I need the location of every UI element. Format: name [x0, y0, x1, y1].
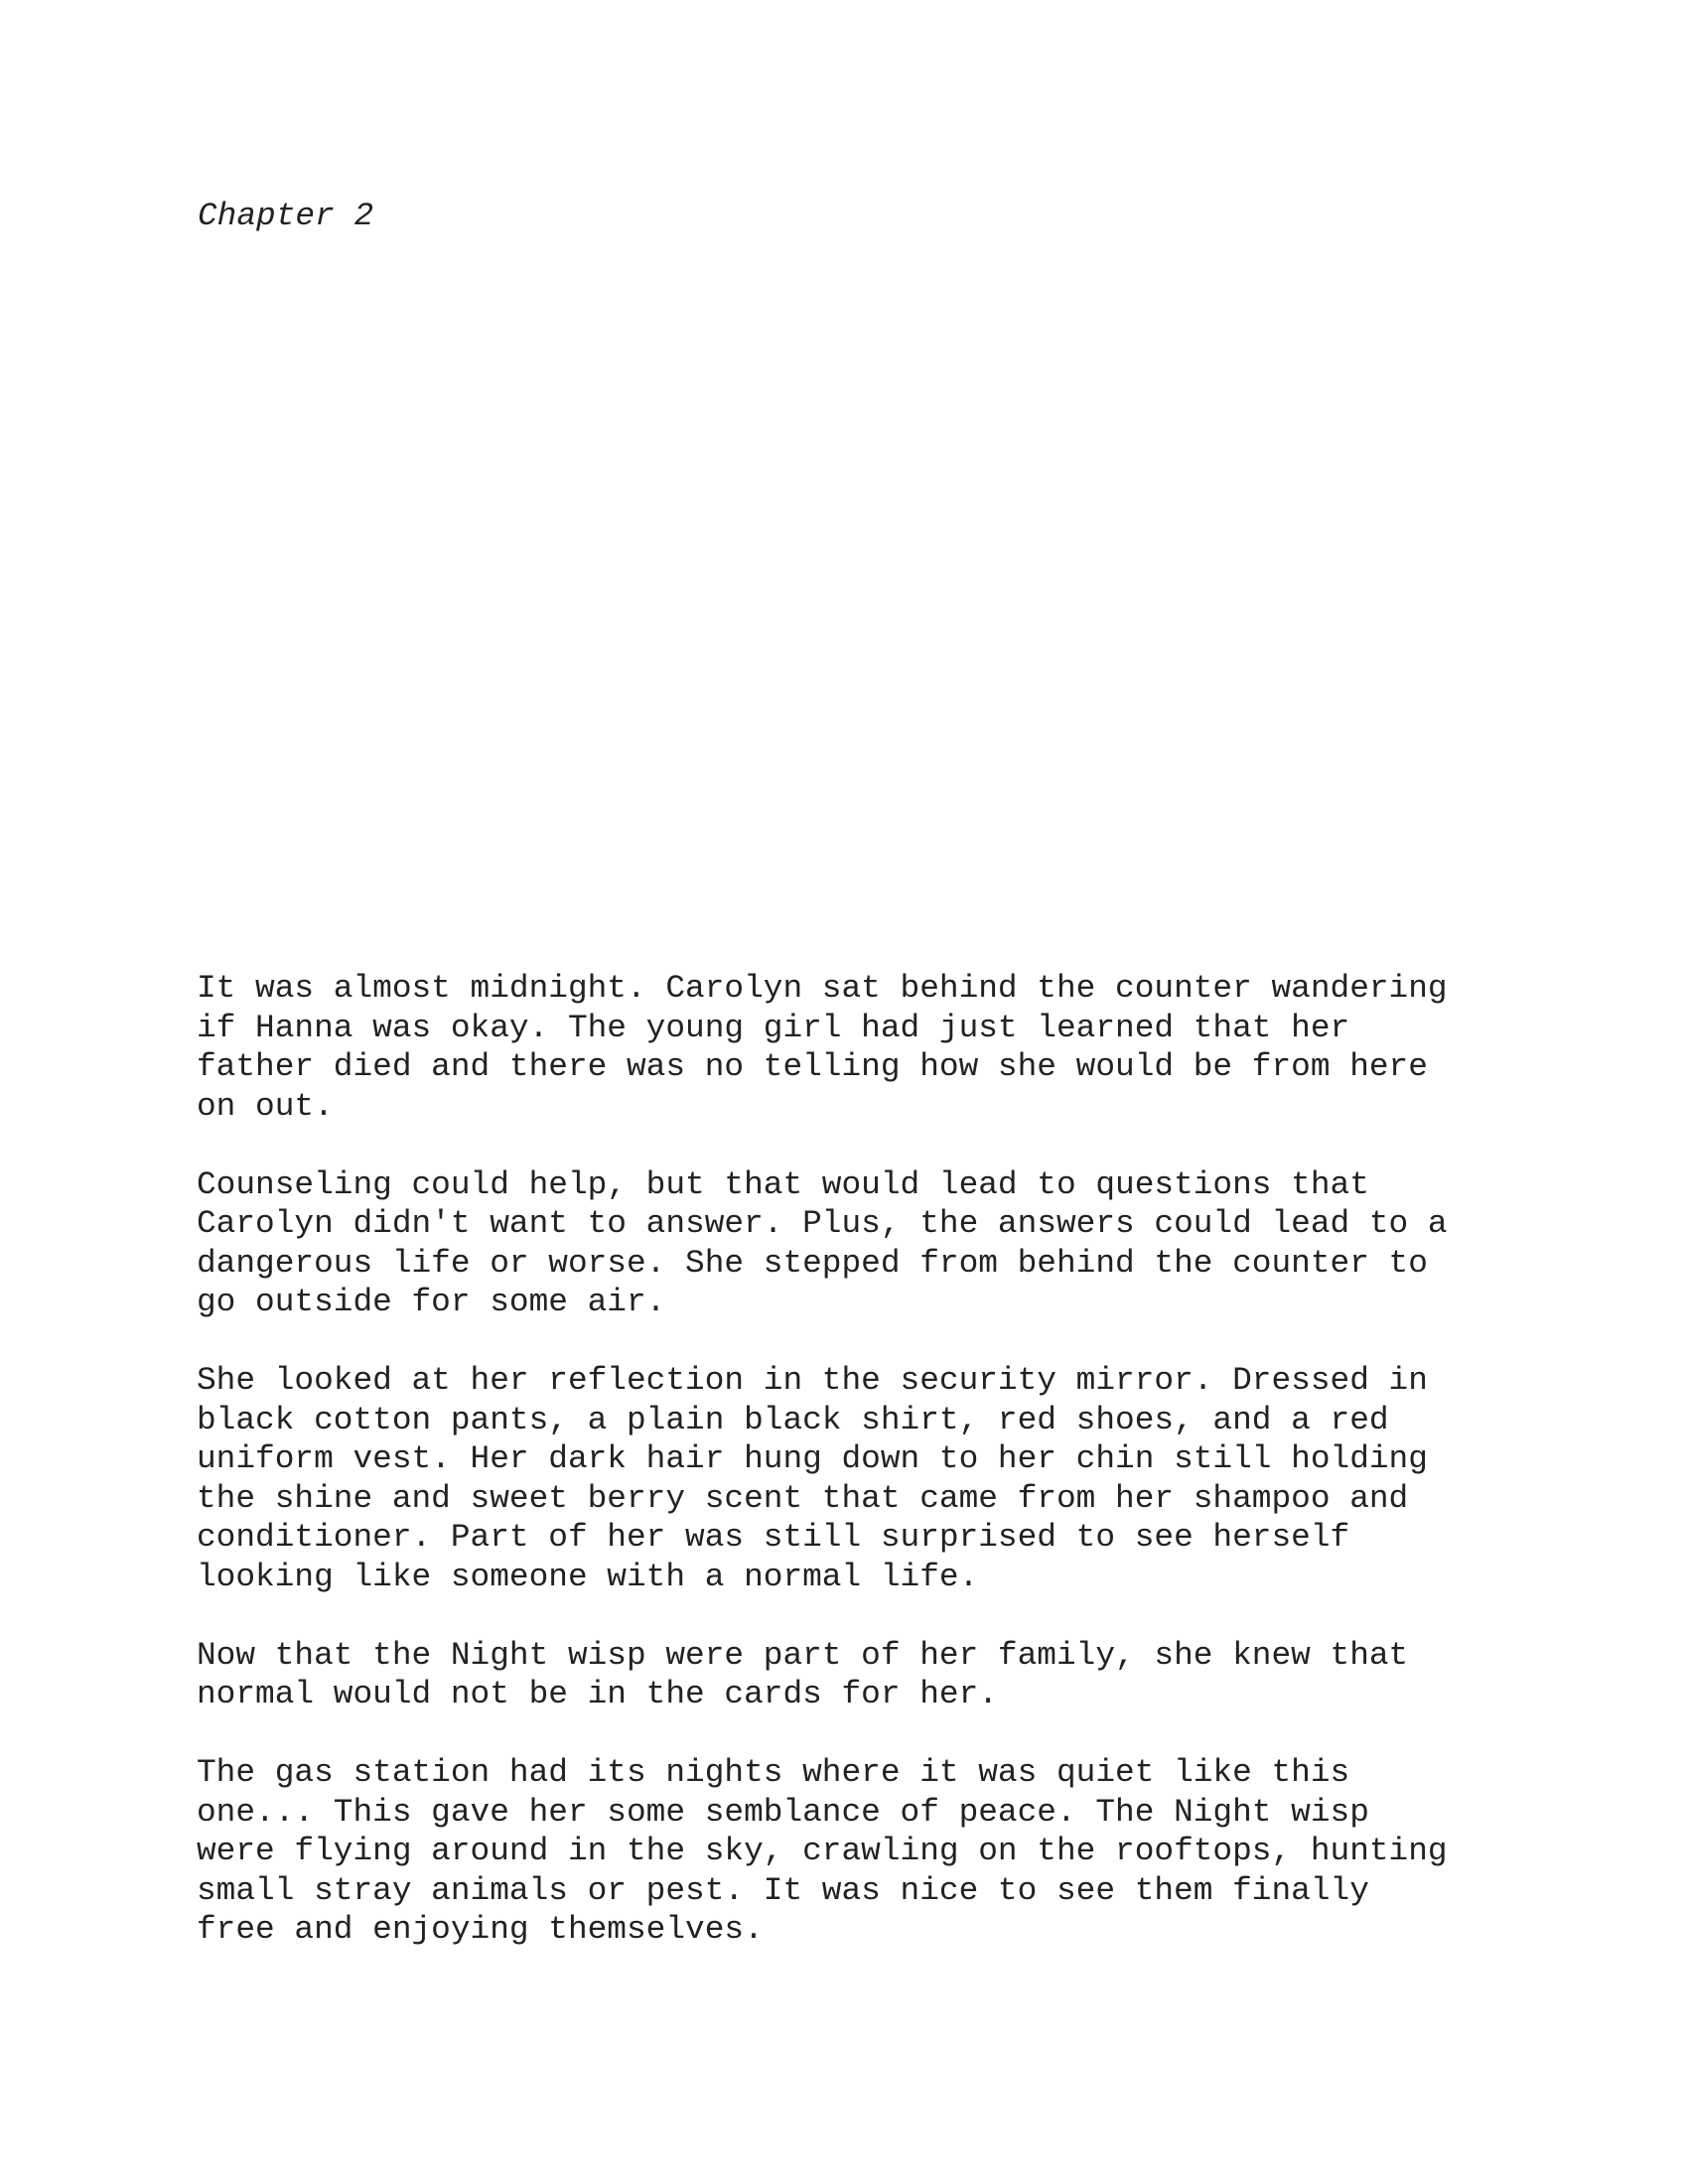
text-line: Carolyn didn't want to answer. Plus, the answers could lead to a — [197, 1205, 1448, 1242]
text-line: She looked at her reflection in the security mirror. Dressed in — [197, 1362, 1428, 1399]
text-line: It was almost midnight. Carolyn sat behind the counter wandering — [197, 970, 1448, 1007]
text-line: uniform vest. Her dark hair hung down to her chin still holding — [197, 1440, 1428, 1477]
paragraph-5 — [197, 1753, 1547, 1950]
text-line: on out. — [197, 1087, 334, 1125]
text-line: go outside for some air. — [197, 1284, 666, 1320]
paragraph-1 — [197, 969, 1547, 1126]
text-line: small stray animals or pest. It was nice to see them finally — [197, 1871, 1369, 1909]
text-line: dangerous life or worse. She stepped from behind the counter to — [197, 1244, 1428, 1282]
text-line: normal would not be in the cards for her. — [197, 1676, 998, 1712]
text-line: free and enjoying themselves. — [197, 1911, 764, 1948]
text-line: if Hanna was okay. The young girl had just learned that her — [197, 1009, 1350, 1046]
text-line: black cotton pants, a plain black shirt, red shoes, and a red — [197, 1401, 1389, 1438]
chapter-body — [197, 969, 1547, 1988]
text-line: The gas station had its nights where it was quiet like this — [197, 1754, 1350, 1791]
text-line: were flying around in the sky, crawling on the rooftops, hunting — [197, 1833, 1448, 1869]
text-line: conditioner. Part of her was still surprised to see herself — [197, 1519, 1350, 1556]
chapter-title: Chapter 2 — [198, 198, 374, 234]
text-line: looking like someone with a normal life. — [197, 1558, 979, 1595]
text-line: the shine and sweet berry scent that came from her shampoo and — [197, 1479, 1409, 1517]
text-line: Now that the Night wisp were part of her family, she knew that — [197, 1636, 1409, 1674]
paragraph-4 — [197, 1636, 1547, 1714]
text-line: Counseling could help, but that would lead to questions that — [197, 1165, 1369, 1203]
text-line: father died and there was no telling how she would be from here — [197, 1048, 1428, 1085]
paragraph-2 — [197, 1165, 1547, 1322]
text-line: one... This gave her some semblance of peace. The Night wisp — [197, 1793, 1369, 1831]
paragraph-3 — [197, 1361, 1547, 1596]
